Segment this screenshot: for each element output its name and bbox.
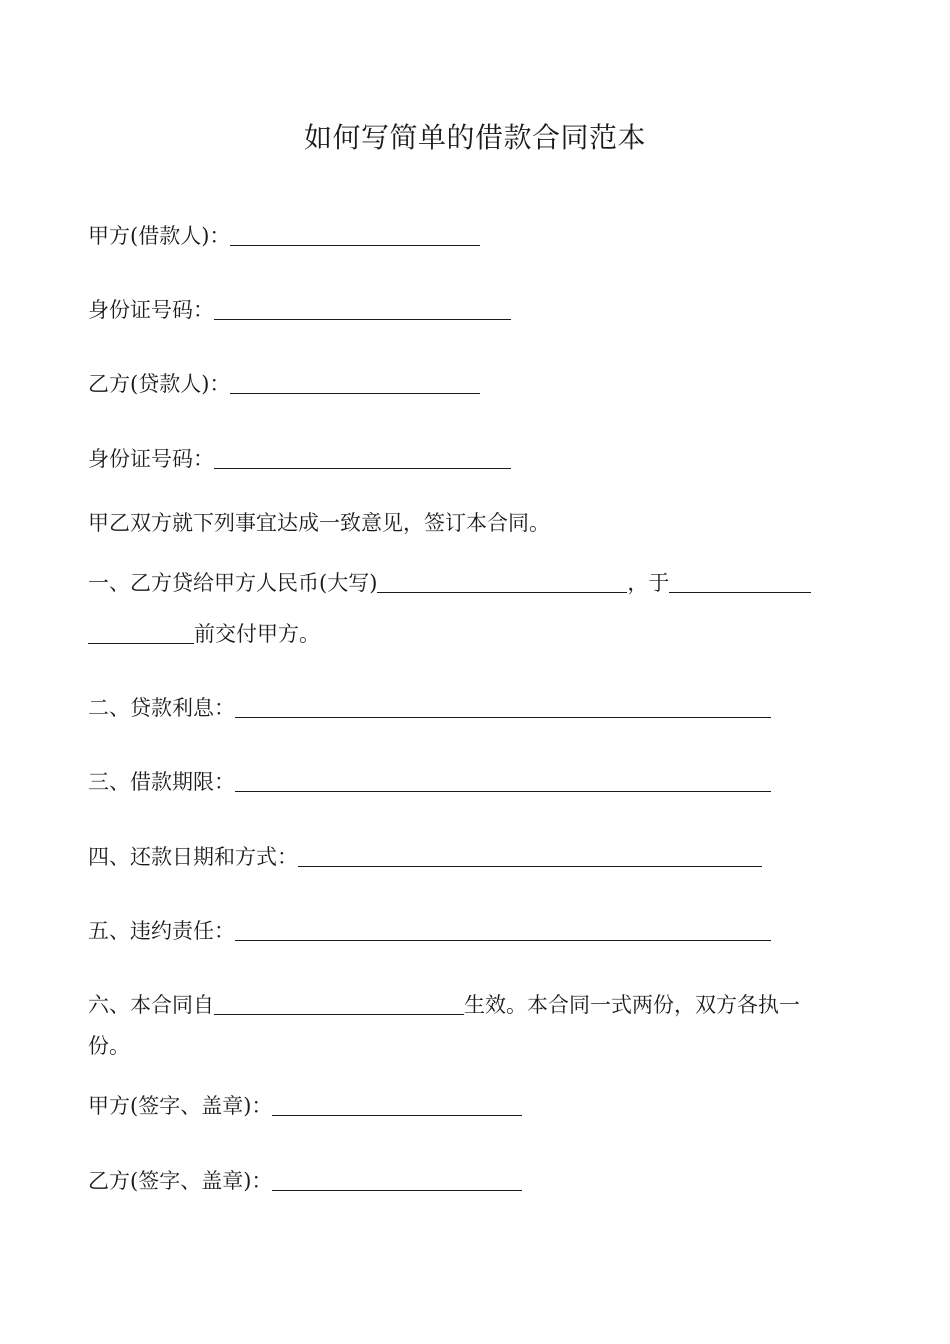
clause-2-row [88,693,771,723]
sign-a-blank[interactable] [272,1114,522,1116]
party-a-blank[interactable] [230,244,480,246]
party-b-id-blank[interactable] [214,467,511,469]
repayment-blank[interactable] [298,865,762,867]
clause-3-label: 三、借款期限： [88,770,235,794]
sign-a-row [88,1091,522,1121]
clause-2-label: 二、贷款利息： [88,696,235,720]
liability-blank[interactable] [235,939,771,941]
party-b-label: 乙方(贷款人)： [88,372,231,396]
party-a-id-label: 身份证号码： [88,298,214,322]
clause-1-prefix: 一、乙方贷给甲方人民币(大写) [88,571,378,595]
term-blank[interactable] [235,790,771,792]
delivery-date-blank-cont[interactable] [88,642,194,644]
delivery-date-blank[interactable] [669,591,811,593]
clause-5-row [88,916,771,946]
clause-6-tail: 份。 [88,1034,130,1058]
party-a-id-row [88,295,511,325]
clause-4-label: 四、还款日期和方式： [88,845,298,869]
clause-1-suffix: 前交付甲方。 [194,622,320,646]
interest-blank[interactable] [235,716,771,718]
effective-date-blank[interactable] [214,1013,464,1015]
clause-1-continuation [88,619,320,649]
clause-1-row [88,568,811,598]
sign-b-row [88,1166,522,1196]
party-a-id-blank[interactable] [214,318,511,320]
party-b-id-label: 身份证号码： [88,447,214,471]
loan-amount-blank[interactable] [377,591,627,593]
party-b-blank[interactable] [230,392,480,394]
party-a-label: 甲方(借款人)： [88,224,231,248]
clause-1-mid: ，于 [627,571,670,595]
party-b-id-row [88,444,511,474]
clause-5-label: 五、违约责任： [88,919,235,943]
clause-6-continuation [88,1031,130,1061]
clause-6-prefix: 六、本合同自 [88,993,214,1017]
clause-4-row [88,842,762,872]
clause-6-suffix: 生效。本合同一式两份，双方各执一 [464,993,800,1017]
intro-paragraph [88,508,550,538]
sign-b-label: 乙方(签字、盖章)： [88,1169,273,1193]
party-b-row [88,369,480,399]
party-a-row [88,221,480,251]
intro-text: 甲乙双方就下列事宜达成一致意见，签订本合同。 [88,511,550,535]
page-title: 如何写简单的借款合同范本 [303,121,646,154]
clause-6-row [88,990,800,1020]
sign-a-label: 甲方(签字、盖章)： [88,1094,273,1118]
clause-3-row [88,767,771,797]
sign-b-blank[interactable] [272,1189,522,1191]
